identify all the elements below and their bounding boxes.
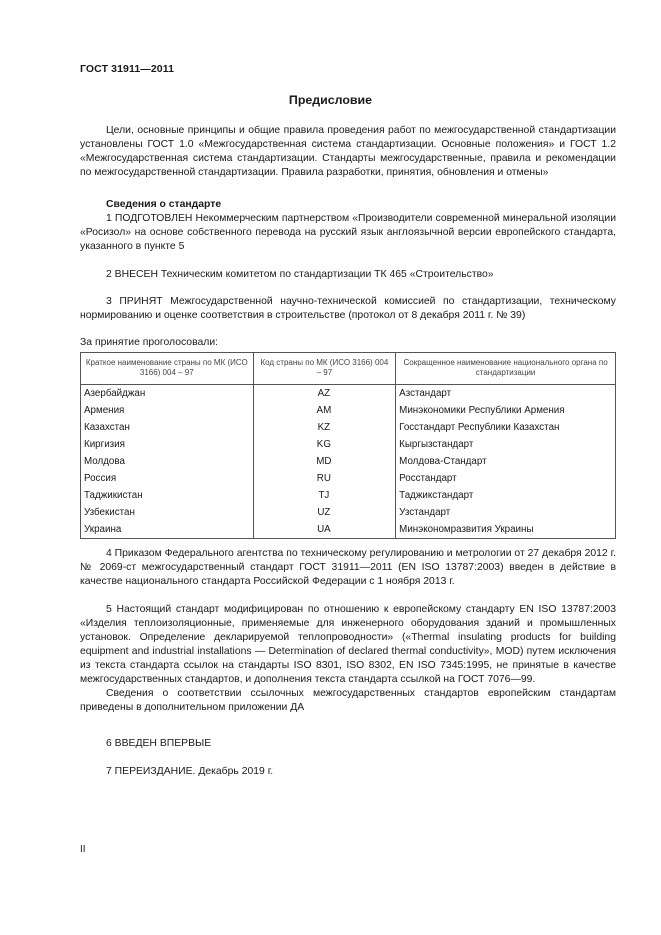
country-cell: Армения: [81, 402, 254, 419]
body-cell: Росстандарт: [396, 470, 616, 487]
table-row: [81, 385, 616, 403]
table-row: [81, 436, 616, 453]
item-7-paragraph: 7 ПЕРЕИЗДАНИЕ. Декабрь 2019 г.: [106, 766, 274, 777]
country-cell: Казахстан: [81, 419, 254, 436]
vote-caption: За принятие проголосовали:: [80, 337, 219, 348]
code-cell: AZ: [253, 385, 396, 403]
table-row: [81, 504, 616, 521]
table-row: [81, 521, 616, 539]
standard-number-header: ГОСТ 31911—2011: [80, 63, 175, 75]
code-cell: KZ: [253, 419, 396, 436]
country-cell: Узбекистан: [81, 504, 254, 521]
table-row: [81, 487, 616, 504]
code-cell: MD: [253, 453, 396, 470]
body-cell: Узстандарт: [396, 504, 616, 521]
table-row: [81, 453, 616, 470]
country-cell: Киргизия: [81, 436, 254, 453]
item-1-paragraph: 1 ПОДГОТОВЛЕН Некоммерческим партнерством «Производители современной минеральной изоляции «Росизол» на основе собственного перевода на русский язык англоязычной версии европейского стандарта, указанного в пункте 5: [80, 213, 616, 252]
item-6-paragraph: 6 ВВЕДЕН ВПЕРВЫЕ: [106, 738, 212, 749]
voting-table: [80, 352, 616, 539]
page-number: II: [80, 844, 86, 855]
code-cell: KG: [253, 436, 396, 453]
code-cell: UZ: [253, 504, 396, 521]
country-name-header: Краткое наименование страны по МК (ИСО 3166) 004 – 97: [81, 353, 254, 385]
body-cell: Госстандарт Республики Казахстан: [396, 419, 616, 436]
page-title: Предисловие: [288, 93, 373, 107]
body-cell: Кыргызстандарт: [396, 436, 616, 453]
table-row: [81, 470, 616, 487]
body-cell: Таджикстандарт: [396, 487, 616, 504]
table-row: [81, 419, 616, 436]
code-cell: UA: [253, 521, 396, 539]
body-cell: Минэкономики Республики Армения: [396, 402, 616, 419]
code-cell: TJ: [253, 487, 396, 504]
intro-paragraph: Цели, основные принципы и общие правила проведения работ по межгосударственной стандартизации установлены ГОСТ 1.0 «Межгосударственная система стандартизации. Основные положения» и ГОСТ 1.2 «Межгосударственная система стандартизации. Стандарты межгосударственные, правила и рекомендации по межгосударственной стандартизации. Правила разработки, принятия, обновления и отмены»: [80, 125, 616, 178]
item-5-paragraph: 5 Настоящий стандарт модифицирован по отношению к европейскому стандарту EN ISO 13787:2003 «Изделия теплоизоляционные, применяемые для инженерного оборудования зданий и промышленных установок. Определение декларируемой теплопроводности» («Thermal insulating products for building equipment and industrial installations — Determination of declared thermal conductivity», MOD) путем исключения из текста стандарта ссылок на стандарты ISO 8301, ISO 8302, EN ISO 7345:1995, не принятые в качестве межгосударственных стандартов, и дополнения текста стандарта ссылкой на ГОСТ 7076—99.: [80, 604, 616, 685]
country-cell: Россия: [81, 470, 254, 487]
item-5-block: [80, 603, 616, 715]
standards-body-header: Сокращенное наименование национального органа по стандартизации: [396, 353, 616, 385]
country-cell: Таджикистан: [81, 487, 254, 504]
table-row: [81, 402, 616, 419]
code-cell: AM: [253, 402, 396, 419]
item-4-paragraph: 4 Приказом Федерального агентства по техническому регулированию и метрологии от 27 декабря 2012 г. № 2069-ст межгосударственный стандарт ГОСТ 31911—2011 (EN ISO 13787:2003) введен в действие в качестве национального стандарта Российской Федерации с 1 ноября 2013 г.: [80, 548, 616, 587]
body-cell: Азстандарт: [396, 385, 616, 403]
item-3-paragraph: 3 ПРИНЯТ Межгосударственной научно-технической комиссией по стандартизации, техническому нормированию и оценке соответствия в строительстве (протокол от 8 декабря 2011 г. № 39): [80, 296, 616, 321]
country-cell: Азербайджан: [81, 385, 254, 403]
country-cell: Украина: [81, 521, 254, 539]
item-2-paragraph: 2 ВНЕСЕН Техническим комитетом по стандартизации ТК 465 «Строительство»: [106, 269, 494, 280]
body-cell: Минэкономразвития Украины: [396, 521, 616, 539]
country-cell: Молдова: [81, 453, 254, 470]
code-cell: RU: [253, 470, 396, 487]
section-heading: Сведения о стандарте: [106, 199, 222, 210]
body-cell: Молдова-Стандарт: [396, 453, 616, 470]
table-header-row: [81, 353, 616, 385]
country-code-header: Код страны по МК (ИСО 3166) 004 – 97: [253, 353, 396, 385]
item-5-note: Сведения о соответствии ссылочных межгосударственных стандартов европейским стандартам приведены в дополнительном приложении ДА: [80, 688, 616, 713]
